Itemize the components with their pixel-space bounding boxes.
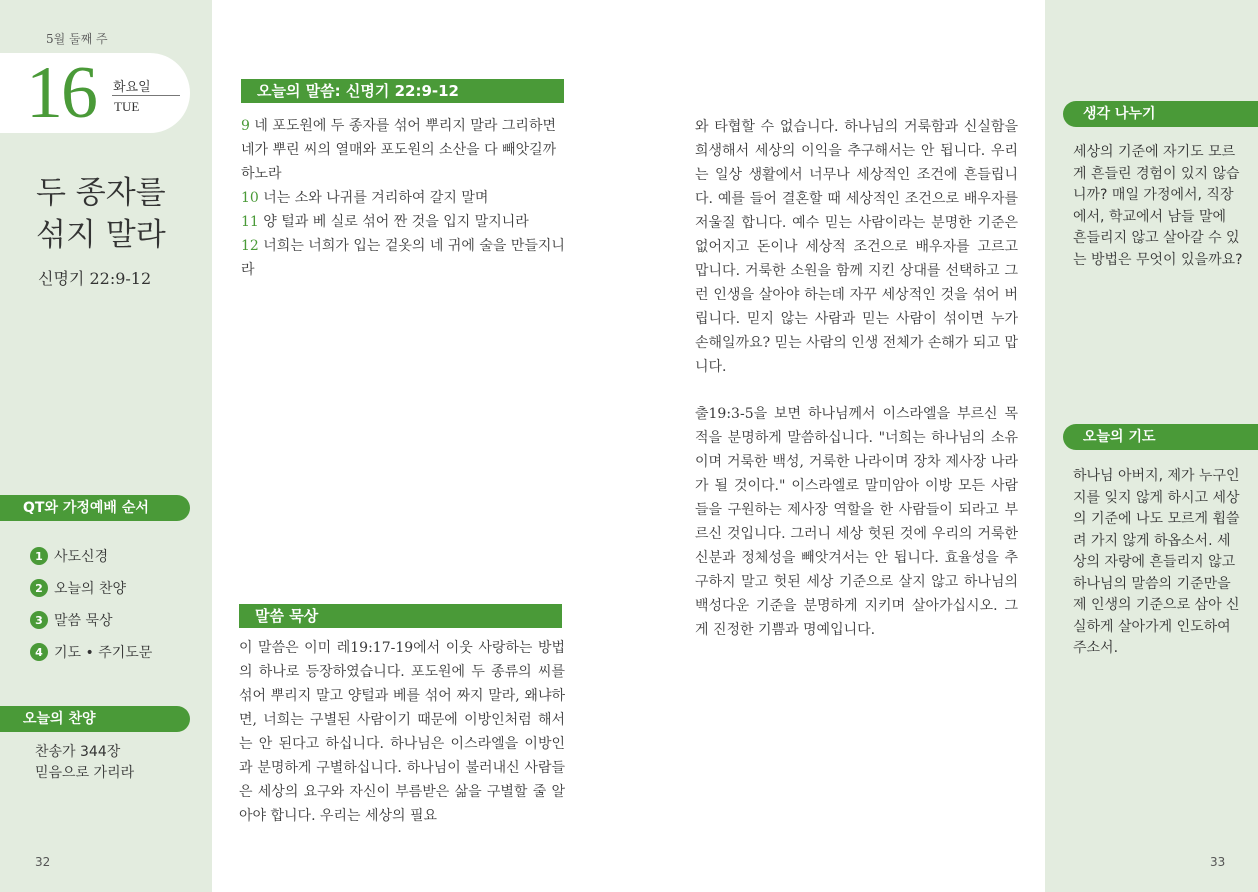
week-label: 5월 둘째 주 [46, 32, 108, 46]
meditation-paragraph-3: 출19:3-5을 보면 하나님께서 이스라엘을 부르신 목적을 분명하게 말씀하십니다. "너희는 하나님의 소유이며 거룩한 백성, 거룩한 나라이며 장차 제사장 나라가 될 것이다." 이스라엘로 말미암아 이방 모든 사람들을 구원하는 제사장 역할을 한 사람들이 되라고 부르신 것입니다. 그러니 세상 헛된 것에 우리의 거룩한 신분과 정체성을 빼앗겨서는 안 됩니다. 효율성을 추구하지 말고 헛된 세상 기준으로 살지 않고 하나님의 백성다운 기준을 분명하게 지키며 살아가십시오. 그게 진정한 기쁨과 명예입니다. [695, 406, 1018, 638]
qt-order-heading: QT와 가정예배 순서 [0, 495, 190, 521]
day-korean: 화요일 [113, 80, 151, 95]
hymn-number: 찬송가 344장 [35, 744, 121, 760]
title-line-1: 두 종자를 [36, 175, 166, 211]
meditation-heading: 말씀 묵상 [239, 604, 562, 628]
prayer-heading: 오늘의 기도 [1063, 424, 1258, 450]
hymn-info [35, 742, 134, 784]
order-item-label: 말씀 묵상 [54, 613, 113, 629]
order-item-2 [30, 572, 152, 604]
share-text: 세상의 기준에 자기도 모르게 흔들린 경험이 있지 않습니까? 매일 가정에서, 직장에서, 학교에서 남들 말에 흔들리지 않고 살아갈 수 있는 방법은 무엇이 있을까요? [1073, 144, 1243, 268]
qt-order-list [30, 540, 152, 668]
title-line-2: 섞지 말라 [36, 217, 166, 253]
verse-text: 너희는 너희가 입는 겉옷의 네 귀에 술을 만들지니라 [241, 238, 565, 278]
date-number: 16 [26, 52, 96, 134]
page-number-left: 32 [35, 855, 51, 869]
meditation-paragraph-2: 와 타협할 수 없습니다. 하나님의 거룩함과 신실함을 희생해서 세상의 이익을 추구해서는 안 됩니다. 우리는 일상 생활에서 너무나 세상적인 조건에 흔들립니다. 예를 들어 결혼할 때 세상적인 조건으로 배우자를 저울질 합니다. 예수 믿는 사람이라는 분명한 기준은 없어지고 돈이나 세상적 조건으로 배우자를 고르고 맙니다. 거룩한 소원을 함께 지킨 상대를 선택하고 그런 인생을 살아야 하는데 자꾸 세상적인 것을 섞어 버립니다. 믿지 않는 사람과 믿는 사람이 섞이면 누가 손해일까요? 믿는 사람의 인생 전체가 손해가 되고 맙니다. [695, 119, 1018, 375]
title-reference: 신명기 22:9-12 [38, 269, 152, 288]
verse-number: 10 [241, 190, 259, 206]
order-item-4 [30, 636, 152, 668]
page-title [36, 172, 166, 256]
verse-number: 11 [241, 214, 259, 230]
hymn-heading: 오늘의 찬양 [0, 706, 190, 732]
share-heading: 생각 나누기 [1063, 101, 1258, 127]
meditation-paragraph-1: 이 말씀은 이미 레19:17-19에서 이웃 사랑하는 방법의 하나로 등장하였습니다. 포도원에 두 종류의 씨를 섞어 뿌리지 말고 양털과 베를 섞어 짜지 말라, 왜냐하면, 너희는 구별된 사람이기 때문에 이방인처럼 해서는 안 된다고 하십니다. 하나님은 이스라엘을 이방인과 분명하게 구별하십니다. 하나님이 불러내신 사람들은 세상의 요구와 자신이 부름받은 삶을 구별할 줄 알아야 합니다. 우리는 세상의 필요 [239, 640, 565, 824]
verse-text: 네 포도원에 두 종자를 섞어 뿌리지 말라 그리하면 네가 뿌린 씨의 열매와 포도원의 소산을 다 빼앗길까 하노라 [241, 118, 557, 182]
order-item-label: 사도신경 [54, 549, 109, 565]
order-item-label: 기도 • 주기도문 [54, 645, 153, 661]
scripture-heading: 오늘의 말씀: 신명기 22:9-12 [241, 79, 564, 103]
number-2-icon: 2 [30, 579, 48, 597]
day-english: TUE [114, 99, 140, 114]
number-1-icon: 1 [30, 547, 48, 565]
order-item-3 [30, 604, 152, 636]
left-sidebar [0, 0, 212, 892]
date-divider [112, 95, 180, 96]
verse-number: 12 [241, 238, 259, 254]
verse-text: 양 털과 베 실로 섞어 짠 것을 입지 말지니라 [263, 214, 529, 230]
scripture-text [241, 114, 565, 282]
verse-number: 9 [241, 118, 250, 134]
order-item-label: 오늘의 찬양 [54, 581, 127, 597]
number-3-icon: 3 [30, 611, 48, 629]
page-number-right: 33 [1210, 855, 1226, 869]
order-item-1 [30, 540, 152, 572]
hymn-title: 믿음으로 가리라 [35, 765, 135, 781]
date-badge [0, 53, 190, 133]
number-4-icon: 4 [30, 643, 48, 661]
verse-text: 너는 소와 나귀를 겨리하여 갈지 말며 [263, 190, 489, 206]
prayer-text: 하나님 아버지, 제가 누구인지를 잊지 않게 하시고 세상의 기준에 나도 모르게 휩쓸려 가지 않게 하옵소서. 세상의 자랑에 흔들리지 않고 하나님의 말씀의 기준만을 제 인생의 기준으로 삼아 신실하게 살아가게 인도하여 주소서. [1073, 468, 1240, 656]
